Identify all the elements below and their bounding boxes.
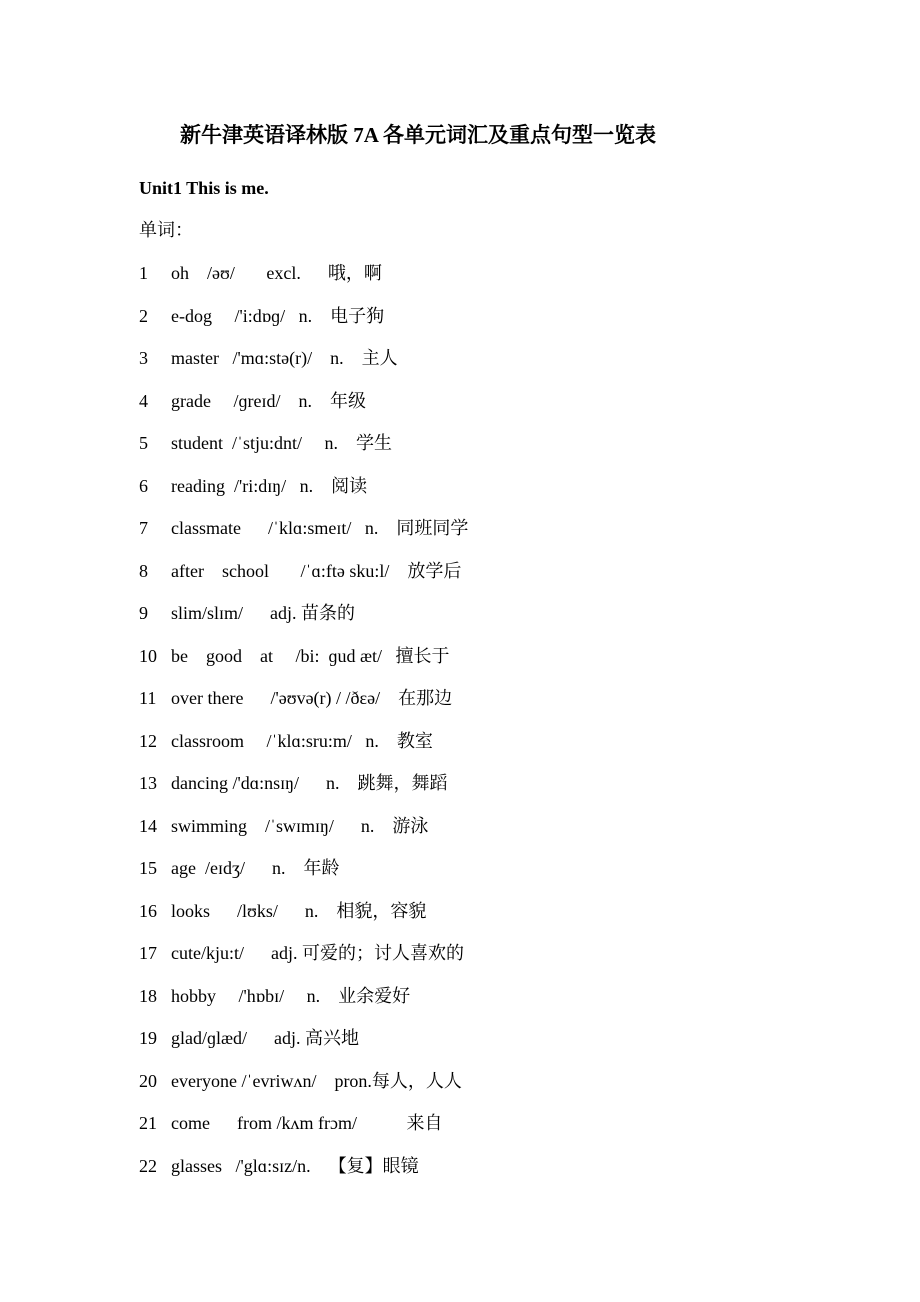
vocab-number: 1 xyxy=(139,263,148,283)
vocab-entry: be good at /bi: ɡud æt/ 擅长于 xyxy=(171,645,450,666)
vocab-entry: classroom /ˈklɑ:sru:m/ n. 教室 xyxy=(171,730,433,751)
vocab-entry: everyone /ˈevriwʌn/ pron.每人，人人 xyxy=(171,1070,462,1091)
vocab-entry: slim/slɪm/ adj. 苗条的 xyxy=(171,603,356,623)
vocab-item xyxy=(139,899,468,942)
vocab-entry: glasses /'glɑ:sɪz/n. 【复】眼镜 xyxy=(171,1155,419,1176)
vocab-number: 22 xyxy=(139,1155,157,1176)
vocab-number: 10 xyxy=(139,645,157,666)
vocab-item xyxy=(139,516,468,559)
vocab-number: 21 xyxy=(139,1113,157,1133)
vocab-item xyxy=(139,559,468,602)
vocab-item xyxy=(139,686,468,729)
vocab-entry: e-dog /'i:dɒɡ/ n. 电子狗 xyxy=(171,305,385,326)
vocab-item xyxy=(139,261,468,304)
vocab-entry: looks /lʊks/ n. 相貌，容貌 xyxy=(171,900,427,921)
vocab-item xyxy=(139,1069,468,1112)
vocab-item xyxy=(139,601,468,644)
vocab-number: 8 xyxy=(139,560,148,581)
vocab-item xyxy=(139,474,468,517)
vocab-entry: student /ˈstju:dnt/ n. 学生 xyxy=(171,433,393,453)
vocab-item xyxy=(139,304,468,347)
vocab-entry: age /eɪdʒ/ n. 年龄 xyxy=(171,858,340,878)
vocab-entry: dancing /'dɑ:nsɪŋ/ n. 跳舞，舞蹈 xyxy=(171,773,448,793)
vocab-number: 19 xyxy=(139,1028,157,1048)
vocab-item xyxy=(139,771,468,814)
vocab-entry: cute/kju:t/ adj. 可爱的；讨人喜欢的 xyxy=(171,943,464,963)
vocab-item xyxy=(139,856,468,899)
vocab-number: 3 xyxy=(139,348,148,368)
vocab-item xyxy=(139,814,468,857)
vocab-number: 12 xyxy=(139,730,157,751)
vocab-number: 6 xyxy=(139,475,148,496)
vocab-number: 11 xyxy=(139,688,157,708)
vocab-number: 20 xyxy=(139,1070,157,1091)
vocab-entry: swimming /ˈswɪmɪŋ/ n. 游泳 xyxy=(171,815,429,836)
vocab-item xyxy=(139,1154,468,1197)
vocab-item xyxy=(139,1026,468,1069)
vocab-number: 15 xyxy=(139,858,157,878)
vocab-number: 14 xyxy=(139,815,157,836)
vocab-item xyxy=(139,346,468,389)
vocab-number: 5 xyxy=(139,433,148,453)
vocab-entry: reading /'ri:dɪŋ/ n. 阅读 xyxy=(171,475,368,496)
vocab-number: 17 xyxy=(139,943,157,963)
vocab-entry: glad/ɡlæd/ adj. 高兴地 xyxy=(171,1028,359,1048)
vocab-entry: over there /'əʊvə(r) / /ðɛə/ 在那边 xyxy=(171,688,453,708)
vocabulary-list xyxy=(139,261,468,1196)
vocab-item xyxy=(139,389,468,432)
vocab-number: 13 xyxy=(139,773,157,793)
vocab-item xyxy=(139,984,468,1027)
vocab-number: 18 xyxy=(139,985,157,1006)
unit-heading: Unit1 This is me. xyxy=(139,178,269,198)
vocab-item xyxy=(139,431,468,474)
vocab-number: 4 xyxy=(139,390,148,411)
vocab-number: 16 xyxy=(139,900,157,921)
vocab-entry: grade /ɡreɪd/ n. 年级 xyxy=(171,390,366,411)
vocab-entry: classmate /ˈklɑ:smeɪt/ n. 同班同学 xyxy=(171,518,469,538)
vocab-number: 7 xyxy=(139,518,148,538)
section-label: 单词： xyxy=(139,220,193,240)
vocab-number: 9 xyxy=(139,603,148,623)
vocab-entry: master /'mɑ:stə(r)/ n. 主人 xyxy=(171,348,398,368)
vocab-item xyxy=(139,1111,468,1154)
vocab-entry: after school /ˈɑ:ftə sku:l/ 放学后 xyxy=(171,560,462,581)
vocab-entry: hobby /'hɒbɪ/ n. 业余爱好 xyxy=(171,985,411,1006)
vocab-entry: come from /kʌm frɔm/ 来自 xyxy=(171,1113,443,1133)
page-title: 新牛津英语译林版 7A 各单元词汇及重点句型一览表 xyxy=(179,123,656,147)
vocab-item xyxy=(139,729,468,772)
vocab-item xyxy=(139,644,468,687)
vocab-number: 2 xyxy=(139,305,148,326)
vocab-item xyxy=(139,941,468,984)
vocab-entry: oh /əʊ/ excl. 哦，啊 xyxy=(171,263,382,283)
